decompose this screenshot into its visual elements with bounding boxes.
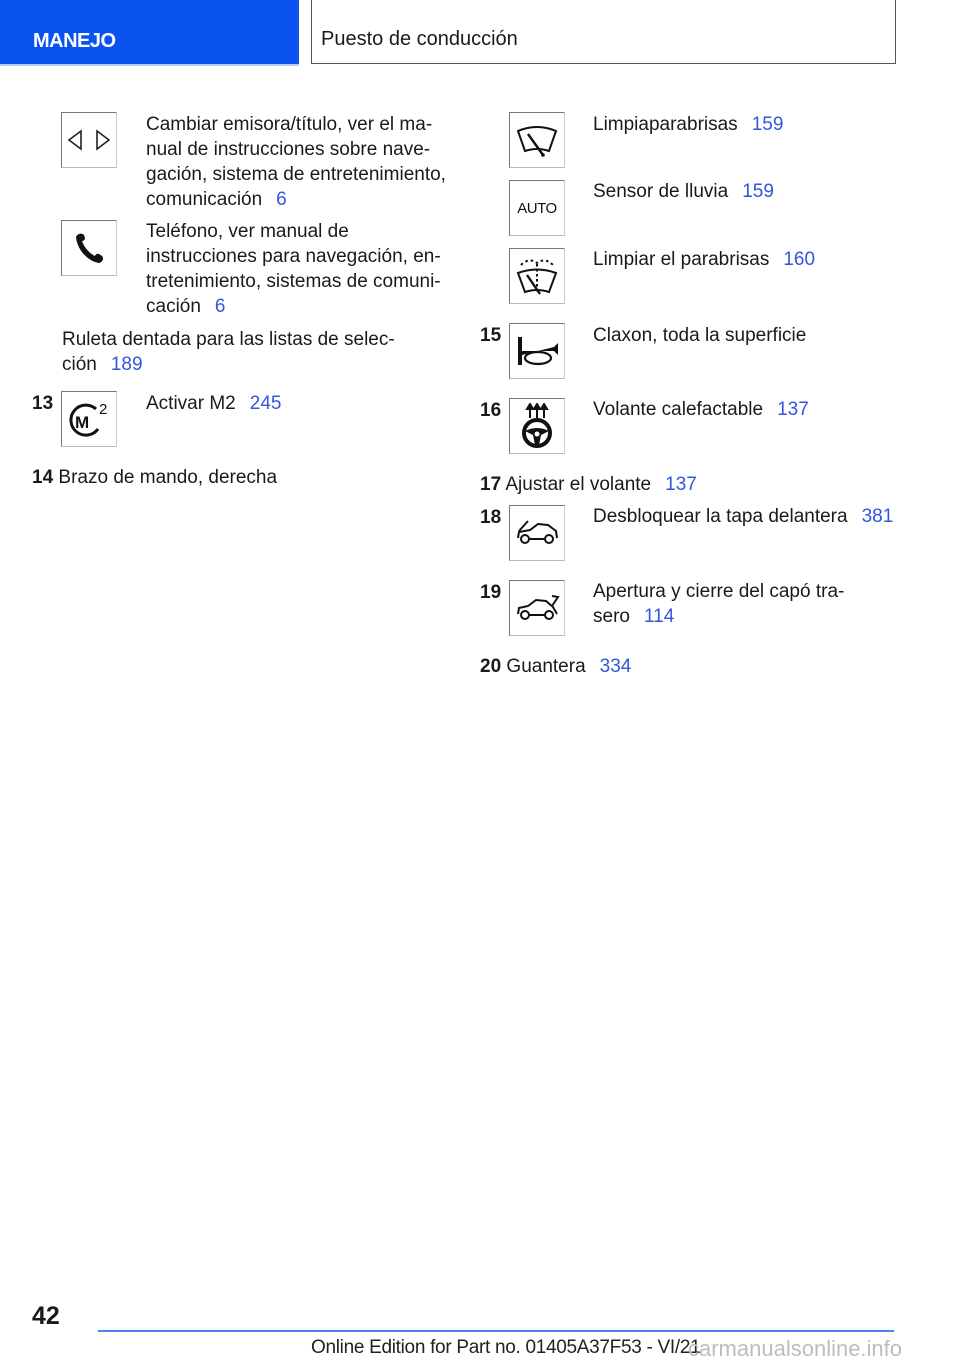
chapter-title-box: [311, 0, 896, 64]
icon-label: AUTO: [517, 199, 557, 217]
car-trunk-icon: [509, 580, 565, 636]
auto-rain-sensor-icon: [509, 180, 565, 236]
page-link[interactable]: 114: [643, 606, 675, 627]
page-number: 42: [32, 1302, 60, 1330]
heated-steering-wheel-icon: [509, 398, 565, 454]
entry-horn: [593, 323, 806, 348]
car-front-hood-icon: [509, 505, 565, 561]
entry-heated-steering-wheel: [593, 397, 809, 422]
entry-text: sero: [593, 606, 630, 627]
entry-text: Sensor de lluvia: [593, 181, 729, 202]
entry-text: Cambiar emisora/título, ver el ma-: [146, 114, 433, 135]
entry-text: comunicación: [146, 189, 263, 210]
page-link[interactable]: 159: [742, 181, 774, 202]
entry-change-station: [146, 112, 446, 212]
item-number: 17: [480, 474, 502, 495]
section-tab: [0, 0, 299, 66]
entry-text: tretenimiento, sistemas de comuni-: [146, 271, 441, 292]
footer-divider: [98, 1330, 894, 1332]
section-label: MANEJO: [33, 30, 116, 52]
entry-phone: [146, 219, 441, 319]
edition-text: Online Edition for Part no. 01405A37F53 - VI/21: [311, 1337, 701, 1358]
page-link[interactable]: 6: [214, 296, 226, 317]
page-link[interactable]: 137: [665, 474, 697, 495]
item-number: 19: [480, 582, 502, 603]
entry-text: Claxon, toda la superficie: [593, 325, 807, 346]
wiper-icon: [509, 112, 565, 168]
entry-text: Desbloquear la tapa delantera: [593, 506, 848, 527]
m2-mode-icon: [61, 391, 117, 447]
page-link[interactable]: 381: [861, 506, 894, 527]
page-link[interactable]: 245: [249, 393, 282, 414]
entry-text: Limpiar el parabrisas: [593, 249, 770, 270]
entry-activate-m2: [146, 391, 281, 416]
svg-text:2: 2: [99, 401, 108, 418]
entry-text: cación: [146, 296, 201, 317]
entry-glove-compartment: [480, 654, 631, 679]
svg-text:M: M: [75, 413, 90, 432]
entry-text: ción: [62, 354, 97, 375]
washer-spray-icon: [509, 248, 565, 304]
arrows-left-right-icon: [61, 112, 117, 168]
entry-text: Limpiaparabrisas: [593, 114, 738, 135]
item-number: 13: [32, 393, 54, 414]
entry-text: nual de instrucciones sobre nave-: [146, 139, 431, 160]
horn-icon: [509, 323, 565, 379]
page-link[interactable]: 137: [777, 399, 809, 420]
entry-text: Teléfono, ver manual de: [146, 221, 349, 242]
page-link[interactable]: 6: [276, 189, 287, 210]
entry-wipers: [593, 112, 783, 137]
entry-text: Activar M2: [146, 393, 236, 414]
entry-rain-sensor: [593, 179, 774, 204]
entry-text: gación, sistema de entretenimiento,: [146, 164, 446, 185]
watermark: carmanualsonline.info: [688, 1336, 903, 1361]
entry-control-stalk-right: [32, 465, 277, 490]
entry-text: Volante calefactable: [593, 399, 764, 420]
entry-text: instrucciones para navegación, en-: [146, 246, 441, 267]
entry-adjust-steering-wheel: [480, 472, 697, 497]
entry-text: Brazo de mando, derecha: [58, 467, 278, 488]
entry-unlock-front-lid: [593, 504, 893, 529]
entry-wash-windshield: [593, 247, 815, 272]
page-link[interactable]: 334: [599, 656, 632, 677]
entry-text: Apertura y cierre del capó tra-: [593, 581, 845, 602]
page-link[interactable]: 159: [751, 114, 784, 135]
entry-trunk-lid: [593, 579, 844, 629]
entry-text: Ajustar el volante: [505, 474, 652, 495]
item-number: 20: [480, 656, 502, 677]
entry-text: Ruleta dentada para las listas de selec-: [62, 329, 395, 350]
phone-handset-icon: [61, 220, 117, 276]
item-number: 16: [480, 400, 502, 421]
item-number: 15: [480, 325, 502, 346]
entry-thumbwheel: [62, 327, 395, 377]
page-link[interactable]: 160: [783, 249, 816, 270]
item-number: 18: [480, 507, 502, 528]
item-number: 14: [32, 467, 54, 488]
entry-text: Guantera: [506, 656, 586, 677]
page-link[interactable]: 189: [110, 354, 143, 375]
chapter-title: Puesto de conducción: [321, 28, 518, 50]
